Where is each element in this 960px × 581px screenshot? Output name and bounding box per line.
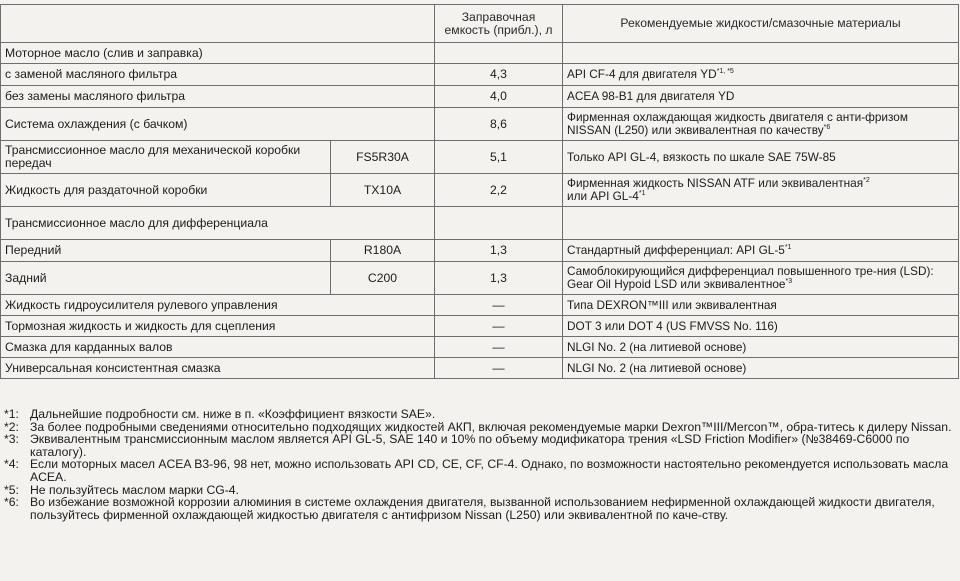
row-label: Моторное масло (слив и заправка) <box>1 43 435 64</box>
row-label: Задний <box>1 262 331 295</box>
row-label: Трансмиссионное масло для дифференциала <box>1 207 435 240</box>
fluids-table-frame <box>0 4 958 379</box>
table-row-transfer <box>1 174 959 207</box>
footnote-ref: *2 <box>863 177 870 184</box>
table-row-diff <box>1 207 959 240</box>
footnote-text: Во избежание возможной коррозии алюминия в системе охлаждения двигателя, вызванной использованием нефирменной охлаждающей жидкости двигателя, пользуйтесь фирменной охлаждающей жидкостью двигателя с антифризом Nissan (L250) или эквивалентной по каче-ству. <box>30 495 935 522</box>
table-row-with-filter <box>1 64 959 86</box>
footnote-1 <box>4 408 956 421</box>
footnote-text: Дальнейшие подробности см. ниже в п. «Коэффициент вязкости SAE». <box>30 407 436 421</box>
footnote-4 <box>4 458 956 483</box>
footnote-text: Если моторных масел ACEA B3-96, 98 нет, можно использовать API CD, CE, CF, CF-4. Однако, по возможности настоятельно рекомендуется использовать масла ACEA. <box>30 457 949 484</box>
row-label: Трансмиссионное масло для механической коробки передач <box>1 141 331 174</box>
table-row-cooling <box>1 108 959 141</box>
row-recommended: Фирменная охлаждающая жидкость двигателя с анти-фризом NISSAN (L250) или эквивалентная по качеству$^{*6}$ <box>563 108 959 141</box>
row-label: Смазка для карданных валов <box>1 337 435 358</box>
table-header-row <box>1 5 959 43</box>
row-label: Тормозная жидкость и жидкость для сцепления <box>1 316 435 337</box>
footnote-text: За более подробными сведениями относительно подходящих жидкостей АКП, включая рекомендуемые марки Dexron™III/Mercon™, обра-титесь к дилеру Nissan. <box>30 419 952 434</box>
footnote-key: *6: <box>4 495 19 510</box>
row-code: R180A <box>331 240 435 262</box>
footnote-key: *1: <box>4 407 19 421</box>
footnotes <box>4 408 956 521</box>
table-row-brake <box>1 316 959 337</box>
row-recommended: DOT 3 или DOT 4 (US FMVSS No. 116) <box>563 316 959 337</box>
footnote-key: *3: <box>4 432 19 447</box>
row-code: TX10A <box>331 174 435 207</box>
table-row-rear <box>1 262 959 295</box>
row-capacity: — <box>435 295 563 316</box>
footnote-text: Эквивалентным трансмиссионным маслом является API GL-5, SAE 140 и 10% по объему модификатора трения «LSD Friction Modifier» (№38469-C6000 по каталогу). <box>30 432 910 459</box>
row-recommended: Стандартный дифференциал: API GL-5$^{*1}$ <box>563 240 959 262</box>
footnote-key: *2: <box>4 419 19 434</box>
header-recommended: Рекомендуемые жидкости/смазочные материалы <box>563 5 959 43</box>
row-label: Система охлаждения (с бачком) <box>1 108 435 141</box>
footnote-ref: *3 <box>785 278 793 285</box>
row-capacity: 1,3 <box>435 240 563 262</box>
row-capacity: 5,1 <box>435 141 563 174</box>
table-row-motor-oil <box>1 43 959 64</box>
table-row-front <box>1 240 959 262</box>
row-recommended: Самоблокирующийся дифференциал повышенного тре-ния (LSD): Gear Oil Hypoid LSD или эквивалентное$^{*3}$ <box>563 262 959 295</box>
row-label: с заменой масляного фильтра <box>1 64 435 86</box>
footnote-6 <box>4 496 956 521</box>
row-capacity: — <box>435 358 563 379</box>
row-recommended: ACEA 98-B1 для двигателя YD <box>563 86 959 108</box>
table-row-universal <box>1 358 959 379</box>
table-row-without-filter <box>1 86 959 108</box>
row-capacity: — <box>435 337 563 358</box>
row-label: Жидкость для раздаточной коробки <box>1 174 331 207</box>
footnote-ref: *6 <box>823 124 831 131</box>
row-label: Универсальная консистентная смазка <box>1 358 435 379</box>
header-capacity: Заправочная емкость (прибл.), л <box>435 5 563 43</box>
row-capacity: 8,6 <box>435 108 563 141</box>
footnote-ref: *1 <box>638 190 646 197</box>
footnote-ref: *1, *5 <box>716 68 734 75</box>
row-capacity: 4,0 <box>435 86 563 108</box>
footnote-key: *5: <box>4 482 19 497</box>
row-recommended: API CF-4 для двигателя $YD^{*1, *5}$ <box>563 64 959 86</box>
footnote-key: *4: <box>4 457 19 472</box>
row-recommended: Фирменная жидкость NISSAN ATF или эквивалентная$^{*2}$ или API GL-4$^{*1}$ <box>563 174 959 207</box>
header-blank <box>1 5 435 43</box>
row-recommended: NLGI No. 2 (на литиевой основе) <box>563 337 959 358</box>
row-label: Жидкость гидроусилителя рулевого управления <box>1 295 435 316</box>
footnote-text: Не пользуйтесь маслом марки CG-4. <box>30 482 239 497</box>
row-recommended: Типа DEXRON™III или эквивалентная <box>563 295 959 316</box>
row-capacity: 2,2 <box>435 174 563 207</box>
row-code: C200 <box>331 262 435 295</box>
table-row-cardan <box>1 337 959 358</box>
row-capacity: 1,3 <box>435 262 563 295</box>
row-capacity: 4,3 <box>435 64 563 86</box>
fluids-table <box>0 4 959 379</box>
footnote-ref: *1 <box>784 244 792 251</box>
row-code: FS5R30A <box>331 141 435 174</box>
row-label: Передний <box>1 240 331 262</box>
footnote-3 <box>4 433 956 458</box>
table-row-power-steering <box>1 295 959 316</box>
row-recommended: NLGI No. 2 (на литиевой основе) <box>563 358 959 379</box>
row-label: без замены масляного фильтра <box>1 86 435 108</box>
row-capacity: — <box>435 316 563 337</box>
row-recommended: Только API GL-4, вязкость по шкале SAE 75W-85 <box>563 141 959 174</box>
table-row-manual-trans <box>1 141 959 174</box>
